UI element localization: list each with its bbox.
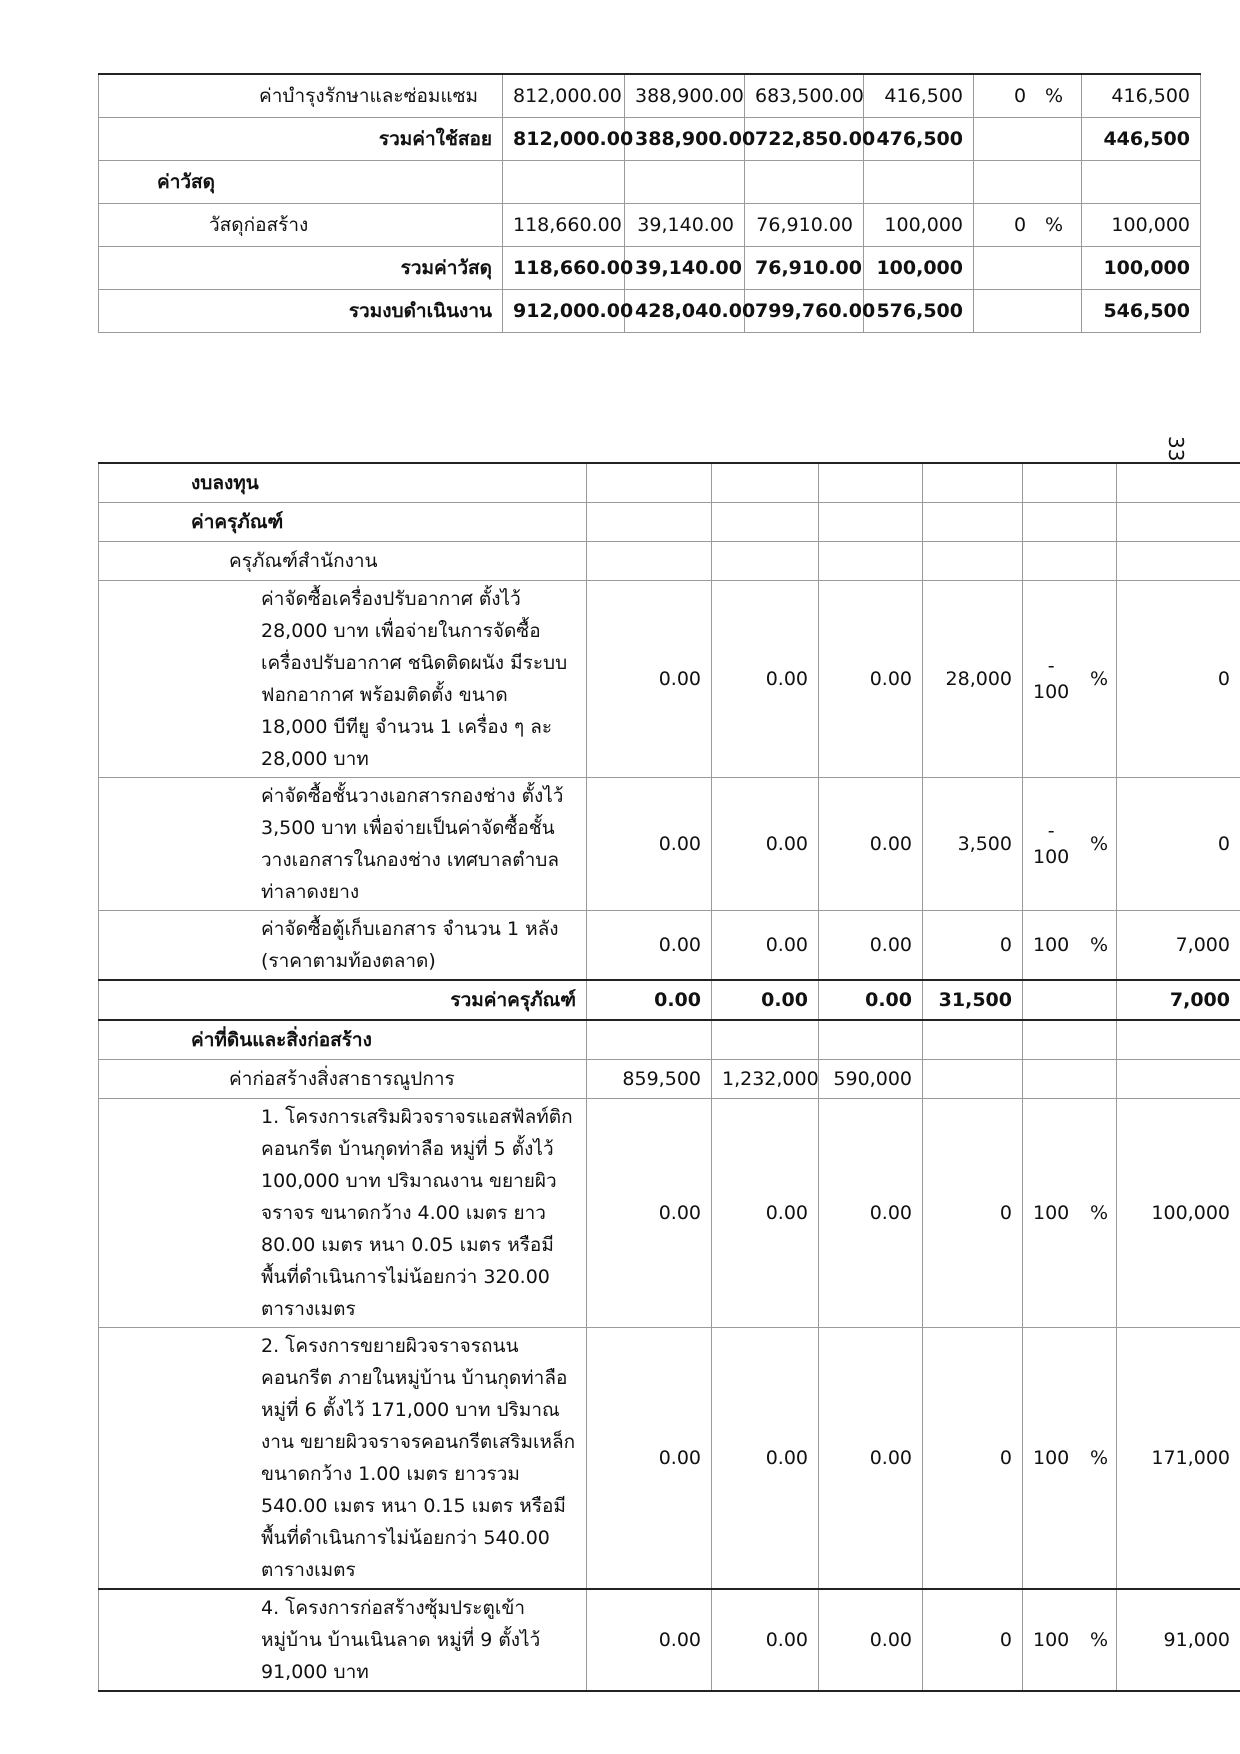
percent-cell bbox=[1023, 778, 1117, 911]
operating-budget-table bbox=[98, 73, 1201, 333]
cell-value: 388,900.00 bbox=[625, 74, 745, 118]
cell-value: 118,660.00 bbox=[503, 204, 625, 247]
table-row bbox=[99, 290, 1201, 333]
cell-value: 0 bbox=[923, 1589, 1023, 1691]
table-row bbox=[99, 1099, 1240, 1328]
table-row bbox=[99, 1328, 1240, 1590]
cell-value bbox=[923, 503, 1023, 542]
table-row bbox=[99, 581, 1240, 778]
cell-value: 0.00 bbox=[819, 980, 923, 1020]
cell-value: 0.00 bbox=[587, 581, 712, 778]
row-description: 4. โครงการก่อสร้างซุ้มประตูเข้าหมู่บ้าน บ้านเนินลาด หมู่ที่ 9 ตั้งไว้ 91,000 บาท bbox=[99, 1589, 587, 1691]
cell-value bbox=[587, 542, 712, 581]
row-label: งบลงทุน bbox=[99, 463, 587, 503]
cell-value: 546,500 bbox=[1082, 290, 1201, 333]
cell-value bbox=[923, 1060, 1023, 1099]
cell-value: 7,000 bbox=[1117, 911, 1240, 981]
percent-cell bbox=[974, 161, 1082, 204]
table-row bbox=[99, 161, 1201, 204]
percent-cell bbox=[1023, 911, 1117, 981]
cell-value: 388,900.00 bbox=[625, 118, 745, 161]
cell-value: 91,000 bbox=[1117, 1589, 1240, 1691]
cell-value: 100,000 bbox=[864, 204, 974, 247]
percent-cell bbox=[974, 118, 1082, 161]
percent-cell bbox=[974, 74, 1082, 118]
row-label: ครุภัณฑ์สำนักงาน bbox=[99, 542, 587, 581]
cell-value: 576,500 bbox=[864, 290, 974, 333]
cell-value: 912,000.00 bbox=[503, 290, 625, 333]
cell-value: 446,500 bbox=[1082, 118, 1201, 161]
percent-value: 100 bbox=[1033, 1629, 1070, 1651]
row-label: รวมค่าวัสดุ bbox=[99, 247, 503, 290]
cell-value bbox=[625, 161, 745, 204]
cell-value bbox=[923, 542, 1023, 581]
percent-value: 100 bbox=[1033, 1447, 1070, 1469]
row-label: ค่าวัสดุ bbox=[99, 161, 503, 204]
cell-value: 76,910.00 bbox=[745, 204, 864, 247]
cell-value bbox=[923, 463, 1023, 503]
percent-cell bbox=[1023, 1060, 1117, 1099]
cell-value: 100,000 bbox=[864, 247, 974, 290]
table-row bbox=[99, 503, 1240, 542]
cell-value bbox=[864, 161, 974, 204]
row-label: ค่าที่ดินและสิ่งก่อสร้าง bbox=[99, 1020, 587, 1060]
percent-value: 0 bbox=[1014, 85, 1027, 107]
cell-value: 0 bbox=[923, 1099, 1023, 1328]
cell-value: 0.00 bbox=[819, 1589, 923, 1691]
row-description: ค่าจัดซื้อชั้นวางเอกสารกองช่าง ตั้งไว้ 3,500 บาท เพื่อจ่ายเป็นค่าจัดซื้อชั้นวางเอกสารในกองช่าง เทศบาลตำบลท่าลาดงยาง bbox=[99, 778, 587, 911]
table-row bbox=[99, 204, 1201, 247]
cell-value: 0 bbox=[1117, 778, 1240, 911]
percent-sign: % bbox=[1044, 85, 1063, 107]
cell-value bbox=[503, 161, 625, 204]
cell-value: 0.00 bbox=[712, 1099, 819, 1328]
cell-value: 7,000 bbox=[1117, 980, 1240, 1020]
table-row bbox=[99, 1060, 1240, 1099]
percent-cell bbox=[1023, 463, 1117, 503]
table-row bbox=[99, 463, 1240, 503]
cell-value: 31,500 bbox=[923, 980, 1023, 1020]
cell-value: 812,000.00 bbox=[503, 118, 625, 161]
cell-value: 416,500 bbox=[1082, 74, 1201, 118]
cell-value: 0.00 bbox=[712, 980, 819, 1020]
percent-sign: % bbox=[1089, 1447, 1108, 1469]
cell-value: 799,760.00 bbox=[745, 290, 864, 333]
percent-cell bbox=[1023, 1099, 1117, 1328]
cell-value bbox=[819, 503, 923, 542]
table-row bbox=[99, 778, 1240, 911]
percent-cell bbox=[1023, 542, 1117, 581]
percent-cell bbox=[1023, 1328, 1117, 1590]
cell-value: 3,500 bbox=[923, 778, 1023, 911]
cell-value bbox=[587, 503, 712, 542]
table-row bbox=[99, 1589, 1240, 1691]
cell-value: 100,000 bbox=[1082, 247, 1201, 290]
percent-sign: % bbox=[1089, 934, 1108, 956]
cell-value bbox=[1117, 542, 1240, 581]
table-row bbox=[99, 74, 1201, 118]
percent-sign: % bbox=[1089, 1629, 1108, 1651]
row-label: ค่าก่อสร้างสิ่งสาธารณูปการ bbox=[99, 1060, 587, 1099]
cell-value bbox=[712, 542, 819, 581]
cell-value: 0.00 bbox=[819, 778, 923, 911]
percent-value: 100 bbox=[1033, 934, 1070, 956]
percent-value-stack bbox=[1033, 653, 1069, 705]
cell-value: 476,500 bbox=[864, 118, 974, 161]
percent-minus: - bbox=[1047, 655, 1055, 677]
percent-cell bbox=[1023, 1020, 1117, 1060]
cell-value: 0.00 bbox=[712, 581, 819, 778]
cell-value: 0.00 bbox=[587, 1328, 712, 1590]
cell-value: 590,000 bbox=[819, 1060, 923, 1099]
row-label: ค่าบำรุงรักษาและซ่อมแซม bbox=[99, 74, 503, 118]
cell-value bbox=[587, 1020, 712, 1060]
cell-value: 812,000.00 bbox=[503, 74, 625, 118]
cell-value: 416,500 bbox=[864, 74, 974, 118]
table-row bbox=[99, 980, 1240, 1020]
cell-value bbox=[1117, 503, 1240, 542]
table-row bbox=[99, 1020, 1240, 1060]
cell-value: 0.00 bbox=[819, 581, 923, 778]
cell-value bbox=[712, 1020, 819, 1060]
row-description: 2. โครงการขยายผิวจราจรถนนคอนกรีต ภายในหมู่บ้าน บ้านกุดท่าลือ หมู่ที่ 6 ตั้งไว้ 171,000 บาท ปริมาณงาน ขยายผิวจราจรคอนกรีตเสริมเหล็ก ขนาดกว้าง 1.00 เมตร ยาวรวม 540.00 เมตร หนา 0.15 เมตร หรือมีพื้นที่ดำเนินการไม่น้อยกว่า 540.00 ตารางเมตร bbox=[99, 1328, 587, 1590]
investment-budget-table bbox=[98, 462, 1240, 1692]
cell-value bbox=[712, 463, 819, 503]
row-label: รวมค่าครุภัณฑ์ bbox=[99, 980, 587, 1020]
percent-cell bbox=[1023, 503, 1117, 542]
cell-value: 39,140.00 bbox=[625, 247, 745, 290]
cell-value bbox=[745, 161, 864, 204]
cell-value: 0.00 bbox=[712, 1328, 819, 1590]
percent-cell bbox=[974, 204, 1082, 247]
percent-sign: % bbox=[1089, 833, 1108, 855]
percent-value-stack bbox=[1033, 818, 1069, 870]
percent-value: 100 bbox=[1033, 846, 1070, 868]
cell-value: 39,140.00 bbox=[625, 204, 745, 247]
cell-value bbox=[819, 1020, 923, 1060]
percent-cell bbox=[1023, 1589, 1117, 1691]
cell-value: 0.00 bbox=[712, 1589, 819, 1691]
percent-cell bbox=[1023, 980, 1117, 1020]
table-row bbox=[99, 542, 1240, 581]
cell-value: 0.00 bbox=[587, 778, 712, 911]
cell-value: 0.00 bbox=[587, 980, 712, 1020]
row-label: รวมงบดำเนินงาน bbox=[99, 290, 503, 333]
cell-value: 0.00 bbox=[712, 778, 819, 911]
cell-value bbox=[1117, 1020, 1240, 1060]
cell-value: 0.00 bbox=[819, 1328, 923, 1590]
cell-value: 0.00 bbox=[587, 1589, 712, 1691]
percent-value: 0 bbox=[1014, 214, 1027, 236]
cell-value: 100,000 bbox=[1117, 1099, 1240, 1328]
cell-value: 859,500 bbox=[587, 1060, 712, 1099]
cell-value: 0 bbox=[923, 911, 1023, 981]
percent-cell bbox=[974, 290, 1082, 333]
table-row bbox=[99, 247, 1201, 290]
cell-value: 1,232,000 bbox=[712, 1060, 819, 1099]
cell-value: 428,040.00 bbox=[625, 290, 745, 333]
cell-value bbox=[1117, 463, 1240, 503]
cell-value: 0.00 bbox=[587, 911, 712, 981]
percent-sign: % bbox=[1044, 214, 1063, 236]
cell-value: 0 bbox=[923, 1328, 1023, 1590]
percent-minus: - bbox=[1047, 820, 1055, 842]
row-description: 1. โครงการเสริมผิวจราจรแอสฟัลท์ติกคอนกรีต บ้านกุดท่าลือ หมู่ที่ 5 ตั้งไว้ 100,000 บาท ปริมาณงาน ขยายผิวจราจร ขนาดกว้าง 4.00 เมตร ยาว 80.00 เมตร หนา 0.05 เมตร หรือมีพื้นที่ดำเนินการไม่น้อยกว่า 320.00 ตารางเมตร bbox=[99, 1099, 587, 1328]
cell-value: 100,000 bbox=[1082, 204, 1201, 247]
cell-value bbox=[1117, 1060, 1240, 1099]
percent-sign: % bbox=[1089, 668, 1108, 690]
row-description: ค่าจัดซื้อเครื่องปรับอากาศ ตั้งไว้ 28,000 บาท เพื่อจ่ายในการจัดซื้อ เครื่องปรับอากาศ ชนิดติดผนัง มีระบบฟอกอากาศ พร้อมติดตั้ง ขนาด 18,000 บีทียู จำนวน 1 เครื่อง ๆ ละ 28,000 บาท bbox=[99, 581, 587, 778]
percent-cell bbox=[974, 247, 1082, 290]
percent-value: 100 bbox=[1033, 1202, 1070, 1224]
cell-value bbox=[587, 463, 712, 503]
cell-value: 722,850.00 bbox=[745, 118, 864, 161]
cell-value: 171,000 bbox=[1117, 1328, 1240, 1590]
cell-value bbox=[819, 463, 923, 503]
cell-value: 0 bbox=[1117, 581, 1240, 778]
row-label: ค่าครุภัณฑ์ bbox=[99, 503, 587, 542]
row-label: รวมค่าใช้สอย bbox=[99, 118, 503, 161]
cell-value: 76,910.00 bbox=[745, 247, 864, 290]
percent-cell bbox=[1023, 581, 1117, 778]
cell-value: 0.00 bbox=[819, 911, 923, 981]
percent-sign: % bbox=[1089, 1202, 1108, 1224]
cell-value: 0.00 bbox=[712, 911, 819, 981]
row-description: ค่าจัดซื้อตู้เก็บเอกสาร จำนวน 1 หลัง (ราคาตามท้องตลาด) bbox=[99, 911, 587, 981]
cell-value: 0.00 bbox=[587, 1099, 712, 1328]
cell-value bbox=[712, 503, 819, 542]
table-row bbox=[99, 118, 1201, 161]
cell-value bbox=[923, 1020, 1023, 1060]
cell-value: 683,500.00 bbox=[745, 74, 864, 118]
cell-value bbox=[819, 542, 923, 581]
cell-value: 118,660.00 bbox=[503, 247, 625, 290]
page-number: 33 bbox=[1164, 436, 1188, 462]
row-label: วัสดุก่อสร้าง bbox=[99, 204, 503, 247]
cell-value bbox=[1082, 161, 1201, 204]
cell-value: 0.00 bbox=[819, 1099, 923, 1328]
percent-value: 100 bbox=[1033, 681, 1070, 703]
table-row bbox=[99, 911, 1240, 981]
cell-value: 28,000 bbox=[923, 581, 1023, 778]
